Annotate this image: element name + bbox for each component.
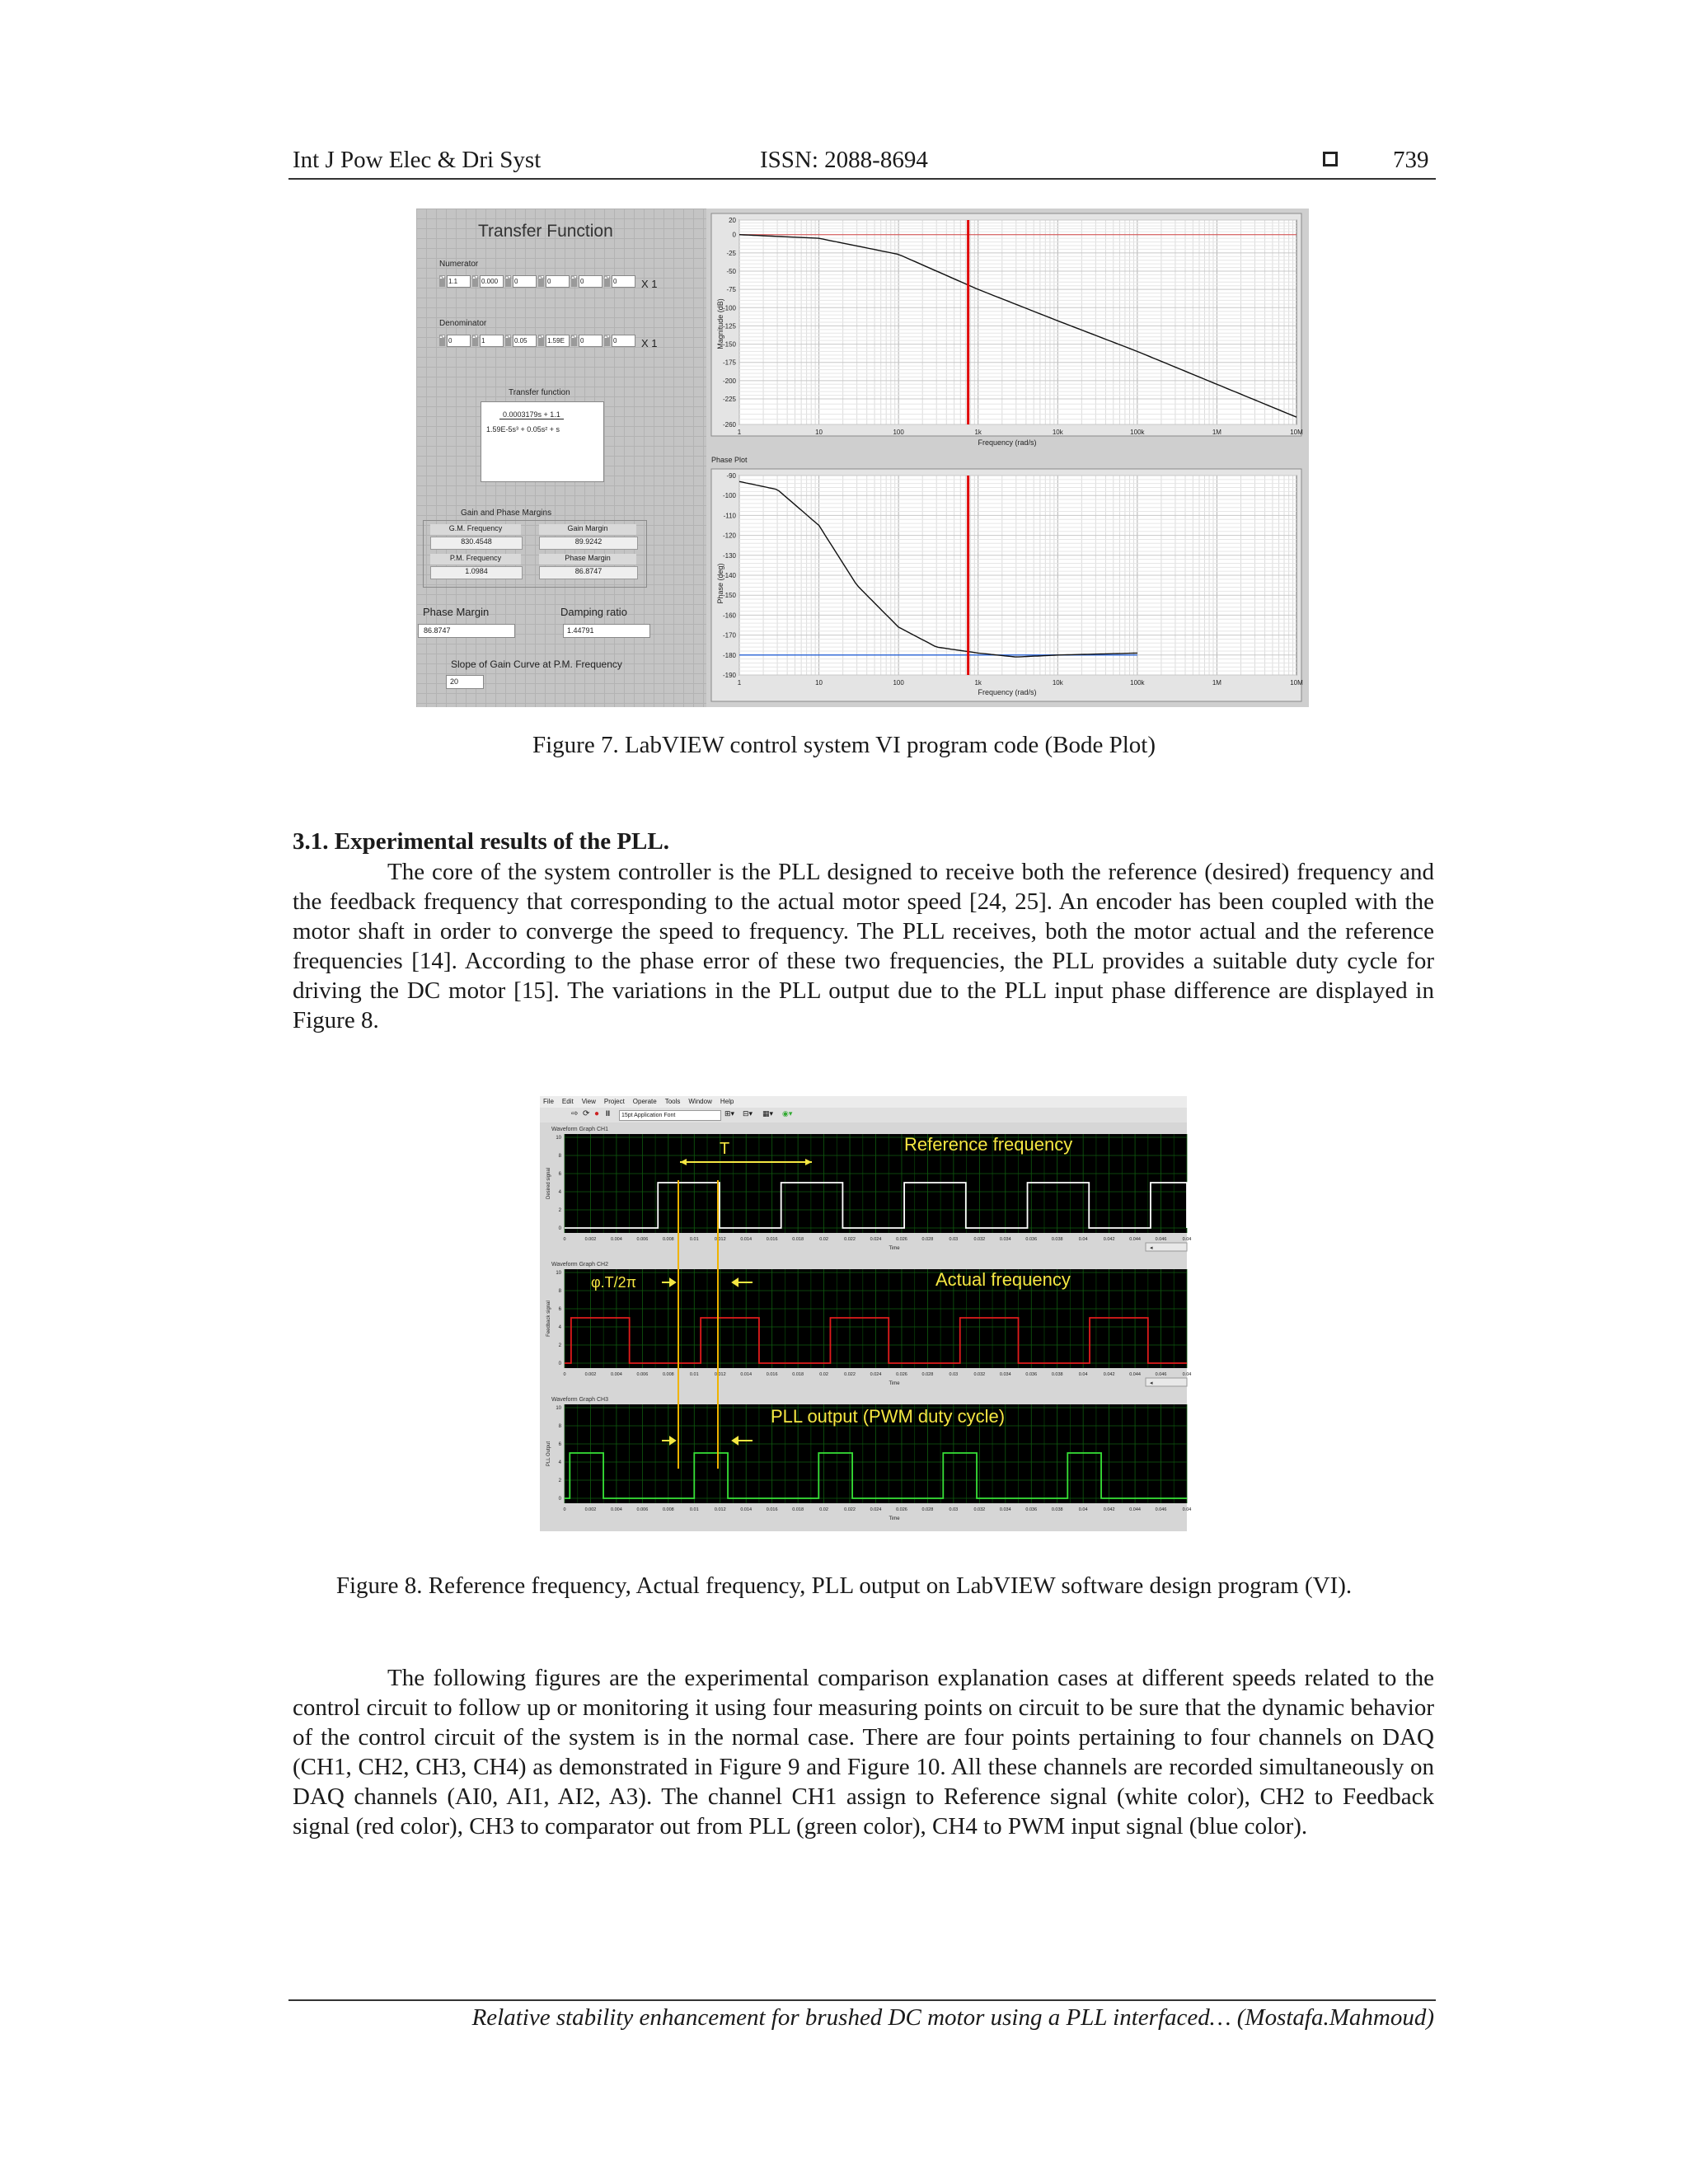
increment-arrows-icon[interactable]: ▴▾	[439, 335, 445, 346]
phase-shift-annotation: φ.T/2π	[591, 1274, 637, 1291]
phase-y-tick-label: -170	[722, 631, 736, 640]
numerator-label: Numerator	[439, 260, 479, 269]
journal-name: Int J Pow Elec & Dri Syst	[293, 147, 542, 173]
waveform-x-tick-label: 0.04	[1182, 1237, 1192, 1242]
waveform-y-tick-label: 8	[558, 1289, 561, 1294]
header-rule	[288, 178, 1436, 180]
magnitude-y-tick-label: -175	[722, 359, 736, 367]
paragraph-1	[293, 857, 1434, 1035]
waveform-x-tick-label: 0.046	[1155, 1507, 1167, 1512]
numerator-element-1[interactable]	[472, 274, 504, 288]
waveform-x-tick-label: 0.044	[1129, 1507, 1141, 1512]
denominator-value-1[interactable]: 1	[480, 335, 504, 347]
waveform-y-tick-label: 2	[558, 1343, 561, 1348]
waveform-x-tick-label: 0.01	[689, 1372, 699, 1377]
waveform-x-tick-label: 0.04	[1078, 1237, 1088, 1242]
run-continuous-icon[interactable]: ⟳	[583, 1109, 590, 1118]
waveform-x-tick-label: 0.026	[896, 1237, 907, 1242]
waveform-x-tick-label: 0.014	[740, 1372, 753, 1377]
waveform-x-tick-label: 0.012	[714, 1372, 726, 1377]
waveform-x-tick-label: 0.014	[740, 1507, 753, 1512]
phase-y-tick-label: -150	[722, 592, 736, 600]
magnitude-x-tick-label: 100k	[1130, 429, 1145, 436]
waveform-xlabel: Time	[889, 1516, 900, 1521]
menu-edit[interactable]: Edit	[561, 1098, 574, 1105]
phase-y-tick-label: -140	[722, 572, 736, 579]
numerator-element-3[interactable]	[538, 274, 570, 288]
menu-help[interactable]: Help	[720, 1098, 734, 1105]
phase-ylabel: Phase (deg)	[716, 563, 724, 604]
numerator-element-0[interactable]	[439, 274, 471, 288]
footer-rule	[288, 1999, 1436, 2001]
numerator-element-5[interactable]	[604, 274, 635, 288]
damping-ratio-label: Damping ratio	[560, 606, 627, 618]
waveform-ylabel: Desired signal	[546, 1167, 551, 1200]
font-selector[interactable]: 15pt Application Font	[619, 1110, 721, 1121]
waveform-x-tick-label: 0.042	[1103, 1372, 1115, 1377]
waveform-x-tick-label: 0.022	[844, 1372, 856, 1377]
waveform-x-tick-label: 0.02	[819, 1237, 828, 1242]
waveform-x-tick-label: 0.028	[921, 1237, 934, 1242]
menu-project[interactable]: Project	[603, 1098, 625, 1105]
waveform-y-tick-label: 8	[558, 1154, 561, 1159]
phase-x-tick-label: 1k	[974, 679, 982, 687]
phase-x-tick-label: 1	[737, 679, 742, 687]
waveform-x-tick-label: 0.038	[1051, 1507, 1063, 1512]
waveform-x-tick-label: 0.03	[949, 1507, 959, 1512]
waveform-x-tick-label: 0	[563, 1507, 566, 1512]
waveform-x-tick-label: 0.018	[792, 1507, 804, 1512]
increment-arrows-icon[interactable]: ▴▾	[439, 275, 445, 287]
waveform-x-tick-label: 0.006	[636, 1372, 649, 1377]
pause-icon[interactable]: II	[606, 1109, 611, 1118]
pm-frequency-label: P.M. Frequency	[430, 554, 521, 565]
waveform-ylabel: Feedback signal	[546, 1301, 551, 1337]
phase-y-tick-label: -100	[722, 492, 736, 500]
waveform-x-tick-label: 0.016	[766, 1237, 778, 1242]
denominator-element-0[interactable]	[439, 334, 471, 347]
waveform-x-tick-label: 0.038	[1051, 1237, 1063, 1242]
bode-plots	[706, 209, 1309, 707]
phase-y-tick-label: -90	[726, 472, 736, 480]
magnitude-y-tick-label: -50	[726, 268, 736, 275]
waveform-x-tick-label: 0.04	[1078, 1507, 1088, 1512]
numerator-value-3[interactable]: 0	[546, 275, 570, 288]
phase-margin-indicator: 86.8747	[418, 624, 515, 638]
waveform-x-tick-label: 0.002	[584, 1237, 597, 1242]
magnitude-y-tick-label: -200	[722, 377, 736, 385]
phase-y-tick-label: -120	[722, 532, 736, 540]
waveform-x-tick-label: 0.004	[611, 1507, 622, 1512]
numerator-element-2[interactable]	[505, 274, 537, 288]
waveform-x-tick-label: 0.002	[584, 1372, 597, 1377]
phase-y-tick-label: -160	[722, 612, 736, 620]
numerator-value-1[interactable]: 0.000	[480, 275, 504, 288]
menu-window[interactable]: Window	[688, 1098, 712, 1105]
numerator-value-4[interactable]: 0	[579, 275, 603, 288]
tf-display	[481, 401, 604, 482]
phase-x-tick-label: 1M	[1212, 679, 1221, 687]
waveform-x-tick-label: 0.038	[1051, 1372, 1063, 1377]
waveform-x-tick-label: 0.03	[949, 1372, 959, 1377]
actual-frequency-annotation: Actual frequency	[935, 1269, 1071, 1290]
waveform-x-tick-label: 0.032	[973, 1507, 986, 1512]
waveform-x-tick-label: 0.022	[844, 1237, 856, 1242]
waveform-x-tick-label: 0.042	[1103, 1237, 1115, 1242]
magnitude-y-tick-label: -125	[722, 322, 736, 330]
phase-x-tick-label: 10	[815, 679, 823, 687]
denominator-element-3[interactable]	[538, 334, 570, 347]
waveform-x-tick-label: 0.008	[662, 1507, 674, 1512]
magnitude-y-tick-label: -150	[722, 340, 736, 349]
waveform-y-tick-label: 4	[558, 1325, 561, 1330]
waveform-x-tick-label: 0.004	[611, 1237, 622, 1242]
magnitude-x-tick-label: 10k	[1052, 429, 1063, 436]
magnitude-x-tick-label: 1M	[1212, 429, 1221, 436]
waveform-x-tick-label: 0.008	[662, 1372, 674, 1377]
magnitude-ylabel: Magnitude (dB)	[716, 298, 724, 349]
paragraph-2-text: The following figures are the experimental comparison explanation cases at different speeds related to the control circuit to follow up or monitoring it using four measuring points on circuit to be sure that the dynamic behavior of the control circuit of the system is in the normal case. There are four points pertaining to four channels on DAQ (CH1, CH2, CH3, CH4) as demonstrated in Figure 9 and Figure 10. All these channels are recorded simultaneously on DAQ channels (AI0, AI1, AI2, A3). The channel CH1 assign to Reference signal (white color), CH2 to Feedback signal (red color), CH3 to comparator out from PLL (green color), CH4 to PWM input signal (blue color).	[293, 1665, 1434, 1840]
waveform-graphs	[540, 1122, 1192, 1531]
waveform-x-tick-label: 0	[563, 1372, 566, 1377]
phase-y-tick-label: -190	[722, 672, 736, 679]
waveform-y-tick-label: 6	[558, 1307, 561, 1312]
waveform-x-tick-label: 0.026	[896, 1507, 907, 1512]
waveform-x-tick-label: 0.012	[714, 1237, 726, 1242]
waveform-x-tick-label: 0.034	[999, 1237, 1011, 1242]
denominator-value-3[interactable]: 1.59E	[546, 335, 570, 347]
waveform-y-tick-label: 0	[558, 1226, 561, 1231]
phase-margin-label: Phase Margin	[423, 606, 490, 618]
waveform-y-tick-label: 4	[558, 1190, 561, 1195]
denominator-label: Denominator	[439, 319, 487, 328]
numerator-value-0[interactable]: 1.1	[447, 275, 471, 288]
waveform-x-tick-label: 0.01	[689, 1237, 699, 1242]
section-heading: 3.1. Experimental results of the PLL.	[293, 828, 669, 855]
waveform-graph-title: Waveform Graph CH1	[551, 1127, 608, 1132]
waveform-x-tick-label: 0.01	[689, 1507, 699, 1512]
slope-control[interactable]: 20	[446, 675, 484, 689]
waveform-graph-title: Waveform Graph CH2	[551, 1262, 608, 1268]
waveform-y-tick-label: 10	[556, 1406, 561, 1411]
waveform-y-tick-label: 0	[558, 1361, 561, 1366]
figure-7-labview-panel	[416, 209, 1309, 707]
increment-arrows-icon[interactable]: ▴▾	[538, 275, 544, 287]
increment-arrows-icon[interactable]: ▴▾	[505, 335, 511, 346]
waveform-x-tick-label: 0.016	[766, 1507, 778, 1512]
phase-y-tick-label: -110	[723, 512, 736, 520]
waveform-x-tick-label: 0.04	[1078, 1372, 1088, 1377]
waveform-x-tick-label: 0.004	[611, 1372, 622, 1377]
figure-7-caption: Figure 7. LabVIEW control system VI program code (Bode Plot)	[532, 732, 1156, 758]
menu-operate[interactable]: Operate	[632, 1098, 657, 1105]
menu-view[interactable]: View	[581, 1098, 596, 1105]
magnitude-y-tick-label: 0	[732, 231, 736, 239]
tf-display-label: Transfer function	[509, 388, 570, 397]
waveform-x-tick-label: 0.044	[1129, 1237, 1141, 1242]
waveform-x-tick-label: 0.04	[1182, 1507, 1192, 1512]
gain-margin-value: 89.9242	[539, 537, 638, 550]
waveform-graph-title: Waveform Graph CH3	[551, 1397, 608, 1403]
waveform-x-tick-label: 0.046	[1155, 1372, 1167, 1377]
numerator-element-4[interactable]	[571, 274, 603, 288]
phase-x-tick-label: 10k	[1052, 679, 1063, 687]
denominator-element-2[interactable]	[505, 334, 537, 347]
paragraph-2	[293, 1663, 1434, 1841]
magnitude-y-tick-label: -225	[722, 396, 736, 403]
pll-output-annotation: PLL output (PWM duty cycle)	[771, 1406, 1006, 1427]
reorder-icon[interactable]: ◉▾	[782, 1109, 793, 1118]
increment-arrows-icon[interactable]: ▴▾	[538, 335, 544, 346]
numerator-value-5[interactable]: 0	[612, 275, 635, 288]
gain-phase-margins-cluster	[423, 509, 647, 588]
denominator-value-4[interactable]: 0	[579, 335, 603, 347]
square-bullet-icon	[1323, 152, 1338, 166]
waveform-y-tick-label: 2	[558, 1479, 561, 1483]
phase-y-tick-label: -180	[722, 651, 736, 659]
waveform-xlabel: Time	[889, 1381, 900, 1386]
phase-xlabel: Frequency (rad/s)	[978, 688, 1037, 696]
magnitude-x-tick-label: 100	[893, 429, 904, 436]
waveform-y-tick-label: 6	[558, 1442, 561, 1447]
waveform-x-tick-label: 0.04	[1182, 1372, 1192, 1377]
period-annotation: T	[720, 1140, 730, 1158]
waveform-x-tick-label: 0.024	[870, 1237, 882, 1242]
waveform-x-tick-label: 0.044	[1129, 1372, 1141, 1377]
page-number: 739	[1393, 147, 1429, 173]
waveform-x-tick-label: 0.028	[921, 1372, 934, 1377]
waveform-x-tick-label: 0.016	[766, 1372, 778, 1377]
waveform-y-tick-label: 10	[556, 1136, 561, 1141]
waveform-x-tick-label: 0.02	[819, 1507, 828, 1512]
waveform-x-tick-label: 0.034	[999, 1372, 1011, 1377]
waveform-y-tick-label: 6	[558, 1172, 561, 1177]
gpm-title: Gain and Phase Margins	[461, 509, 552, 518]
waveform-x-tick-label: 0.006	[636, 1507, 649, 1512]
numerator-value-2[interactable]: 0	[513, 275, 537, 288]
tf-title: Transfer Function	[478, 222, 613, 241]
slope-label: Slope of Gain Curve at P.M. Frequency	[451, 658, 622, 670]
waveform-x-tick-label: 0.036	[1025, 1237, 1038, 1242]
increment-arrows-icon[interactable]: ▴▾	[571, 335, 577, 346]
waveform-x-tick-label: 0.042	[1103, 1507, 1115, 1512]
waveform-y-tick-label: 4	[558, 1460, 561, 1465]
magnitude-x-tick-label: 10M	[1290, 429, 1303, 436]
waveform-y-tick-label: 10	[556, 1271, 561, 1276]
magnitude-y-tick-label: -25	[726, 249, 736, 257]
align-icon[interactable]: ⊞▾	[724, 1109, 735, 1118]
waveform-x-tick-label: 0.006	[636, 1237, 649, 1242]
waveform-x-tick-label: 0.008	[662, 1237, 674, 1242]
tf-denominator: 1.59E-5s³ + 0.05s² + s	[486, 425, 560, 434]
phase-x-tick-label: 100	[893, 679, 904, 687]
denominator-element-4[interactable]	[571, 334, 603, 347]
waveform-y-tick-label: 0	[558, 1497, 561, 1502]
scroll-left-arrow-icon: ◂	[1150, 1245, 1153, 1251]
denominator-value-2[interactable]: 0.05	[513, 335, 537, 347]
figure-8-caption: Figure 8. Reference frequency, Actual frequency, PLL output on LabVIEW software design program (VI).	[335, 1572, 1353, 1599]
waveform-x-tick-label: 0.018	[792, 1372, 804, 1377]
resize-icon[interactable]: ▦▾	[762, 1109, 774, 1118]
waveform-x-tick-label: 0.024	[870, 1372, 882, 1377]
waveform-x-tick-label: 0.034	[999, 1507, 1011, 1512]
pm-frequency-value: 1.0984	[430, 566, 523, 579]
waveform-x-tick-label: 0.036	[1025, 1372, 1038, 1377]
phase-x-tick-label: 10M	[1290, 679, 1303, 687]
waveform-x-tick-label: 0.018	[792, 1237, 804, 1242]
waveform-x-tick-label: 0.026	[896, 1372, 907, 1377]
denominator-value-5[interactable]: 0	[612, 335, 635, 347]
run-arrow-icon[interactable]: ⇨	[571, 1109, 579, 1118]
waveform-x-tick-label: 0.028	[921, 1507, 934, 1512]
increment-arrows-icon[interactable]: ▴▾	[604, 275, 610, 287]
magnitude-xlabel: Frequency (rad/s)	[978, 438, 1037, 447]
waveform-ylabel: PLL Output	[546, 1441, 551, 1467]
toolbar	[540, 1108, 1187, 1123]
magnitude-y-tick-label: 20	[729, 217, 736, 224]
magnitude-x-tick-label: 1	[737, 429, 742, 436]
waveform-x-tick-label: 0.032	[973, 1372, 986, 1377]
magnitude-y-tick-label: -75	[726, 286, 736, 294]
distribute-icon[interactable]: ⊟▾	[743, 1109, 753, 1118]
tf-numerator: 0.0003179s + 1.1	[499, 410, 564, 419]
waveform-x-tick-label: 0.032	[973, 1237, 986, 1242]
increment-arrows-icon[interactable]: ▴▾	[604, 335, 610, 346]
waveform-x-tick-label: 0.02	[819, 1372, 828, 1377]
waveform-x-tick-label: 0.024	[870, 1507, 882, 1512]
scroll-left-arrow-icon: ◂	[1150, 1380, 1153, 1386]
waveform-xlabel: Time	[889, 1246, 900, 1251]
waveform-y-tick-label: 2	[558, 1208, 561, 1213]
phase-y-tick-label: -130	[722, 551, 736, 560]
paragraph-1-text: The core of the system controller is the PLL designed to receive both the reference (desired) frequency and the feedback frequency that corresponding to the actual motor speed [24, 25]. An encoder has been coupled with the motor shaft in order to converge the speed to frequency. The PLL receives, both the motor actual and the reference frequencies [14]. According to the phase error of these two frequencies, the PLL provides a suitable duty cycle for driving the DC motor [15]. The variations in the PLL output due to the PLL input phase difference are displayed in Figure 8.	[293, 859, 1434, 1033]
denominator-element-1[interactable]	[472, 334, 504, 347]
gain-margin-label: Gain Margin	[539, 524, 636, 535]
phase-margin-small-label: Phase Margin	[539, 554, 636, 565]
waveform-x-tick-label: 0.036	[1025, 1507, 1038, 1512]
running-title: Relative stability enhancement for brushed DC motor using a PLL interfaced… (Mostafa.Mahmoud)	[471, 2004, 1434, 2031]
phase-plot-title: Phase Plot	[711, 456, 748, 464]
waveform-x-tick-label: 0.022	[844, 1507, 856, 1512]
abort-icon[interactable]: ●	[594, 1109, 600, 1118]
tf-control-panel	[416, 209, 706, 707]
menu-bar	[540, 1096, 1187, 1108]
waveform-x-tick-label: 0	[563, 1237, 566, 1242]
denominator-multiplier: X 1	[641, 337, 658, 349]
magnitude-x-tick-label: 1k	[974, 429, 982, 436]
menu-tools[interactable]: Tools	[664, 1098, 681, 1105]
magnitude-y-tick-label: -100	[722, 304, 736, 312]
damping-ratio-indicator: 1.44791	[563, 624, 650, 638]
waveform-x-tick-label: 0.012	[714, 1507, 726, 1512]
phase-margin-small-value: 86.8747	[539, 566, 638, 579]
increment-arrows-icon[interactable]: ▴▾	[571, 275, 577, 287]
increment-arrows-icon[interactable]: ▴▾	[505, 275, 511, 287]
numerator-multiplier: X 1	[641, 278, 658, 290]
issn: ISSN: 2088-8694	[760, 147, 928, 173]
denominator-value-0[interactable]: 0	[447, 335, 471, 347]
gm-frequency-value: 830.4548	[430, 537, 523, 550]
increment-arrows-icon[interactable]: ▴▾	[472, 275, 478, 287]
magnitude-x-tick-label: 10	[815, 429, 823, 436]
denominator-element-5[interactable]	[604, 334, 635, 347]
waveform-x-tick-label: 0.014	[740, 1237, 753, 1242]
increment-arrows-icon[interactable]: ▴▾	[472, 335, 478, 346]
waveform-x-tick-label: 0.002	[584, 1507, 597, 1512]
menu-file[interactable]: File	[543, 1098, 554, 1105]
waveform-y-tick-label: 8	[558, 1424, 561, 1429]
waveform-x-tick-label: 0.03	[949, 1237, 959, 1242]
waveform-x-tick-label: 0.046	[1155, 1237, 1167, 1242]
magnitude-y-tick-label: -260	[722, 421, 736, 429]
phase-x-tick-label: 100k	[1130, 679, 1145, 687]
reference-frequency-annotation: Reference frequency	[904, 1134, 1073, 1155]
gm-frequency-label: G.M. Frequency	[430, 524, 521, 535]
figure-8-labview-waveforms	[540, 1096, 1192, 1531]
